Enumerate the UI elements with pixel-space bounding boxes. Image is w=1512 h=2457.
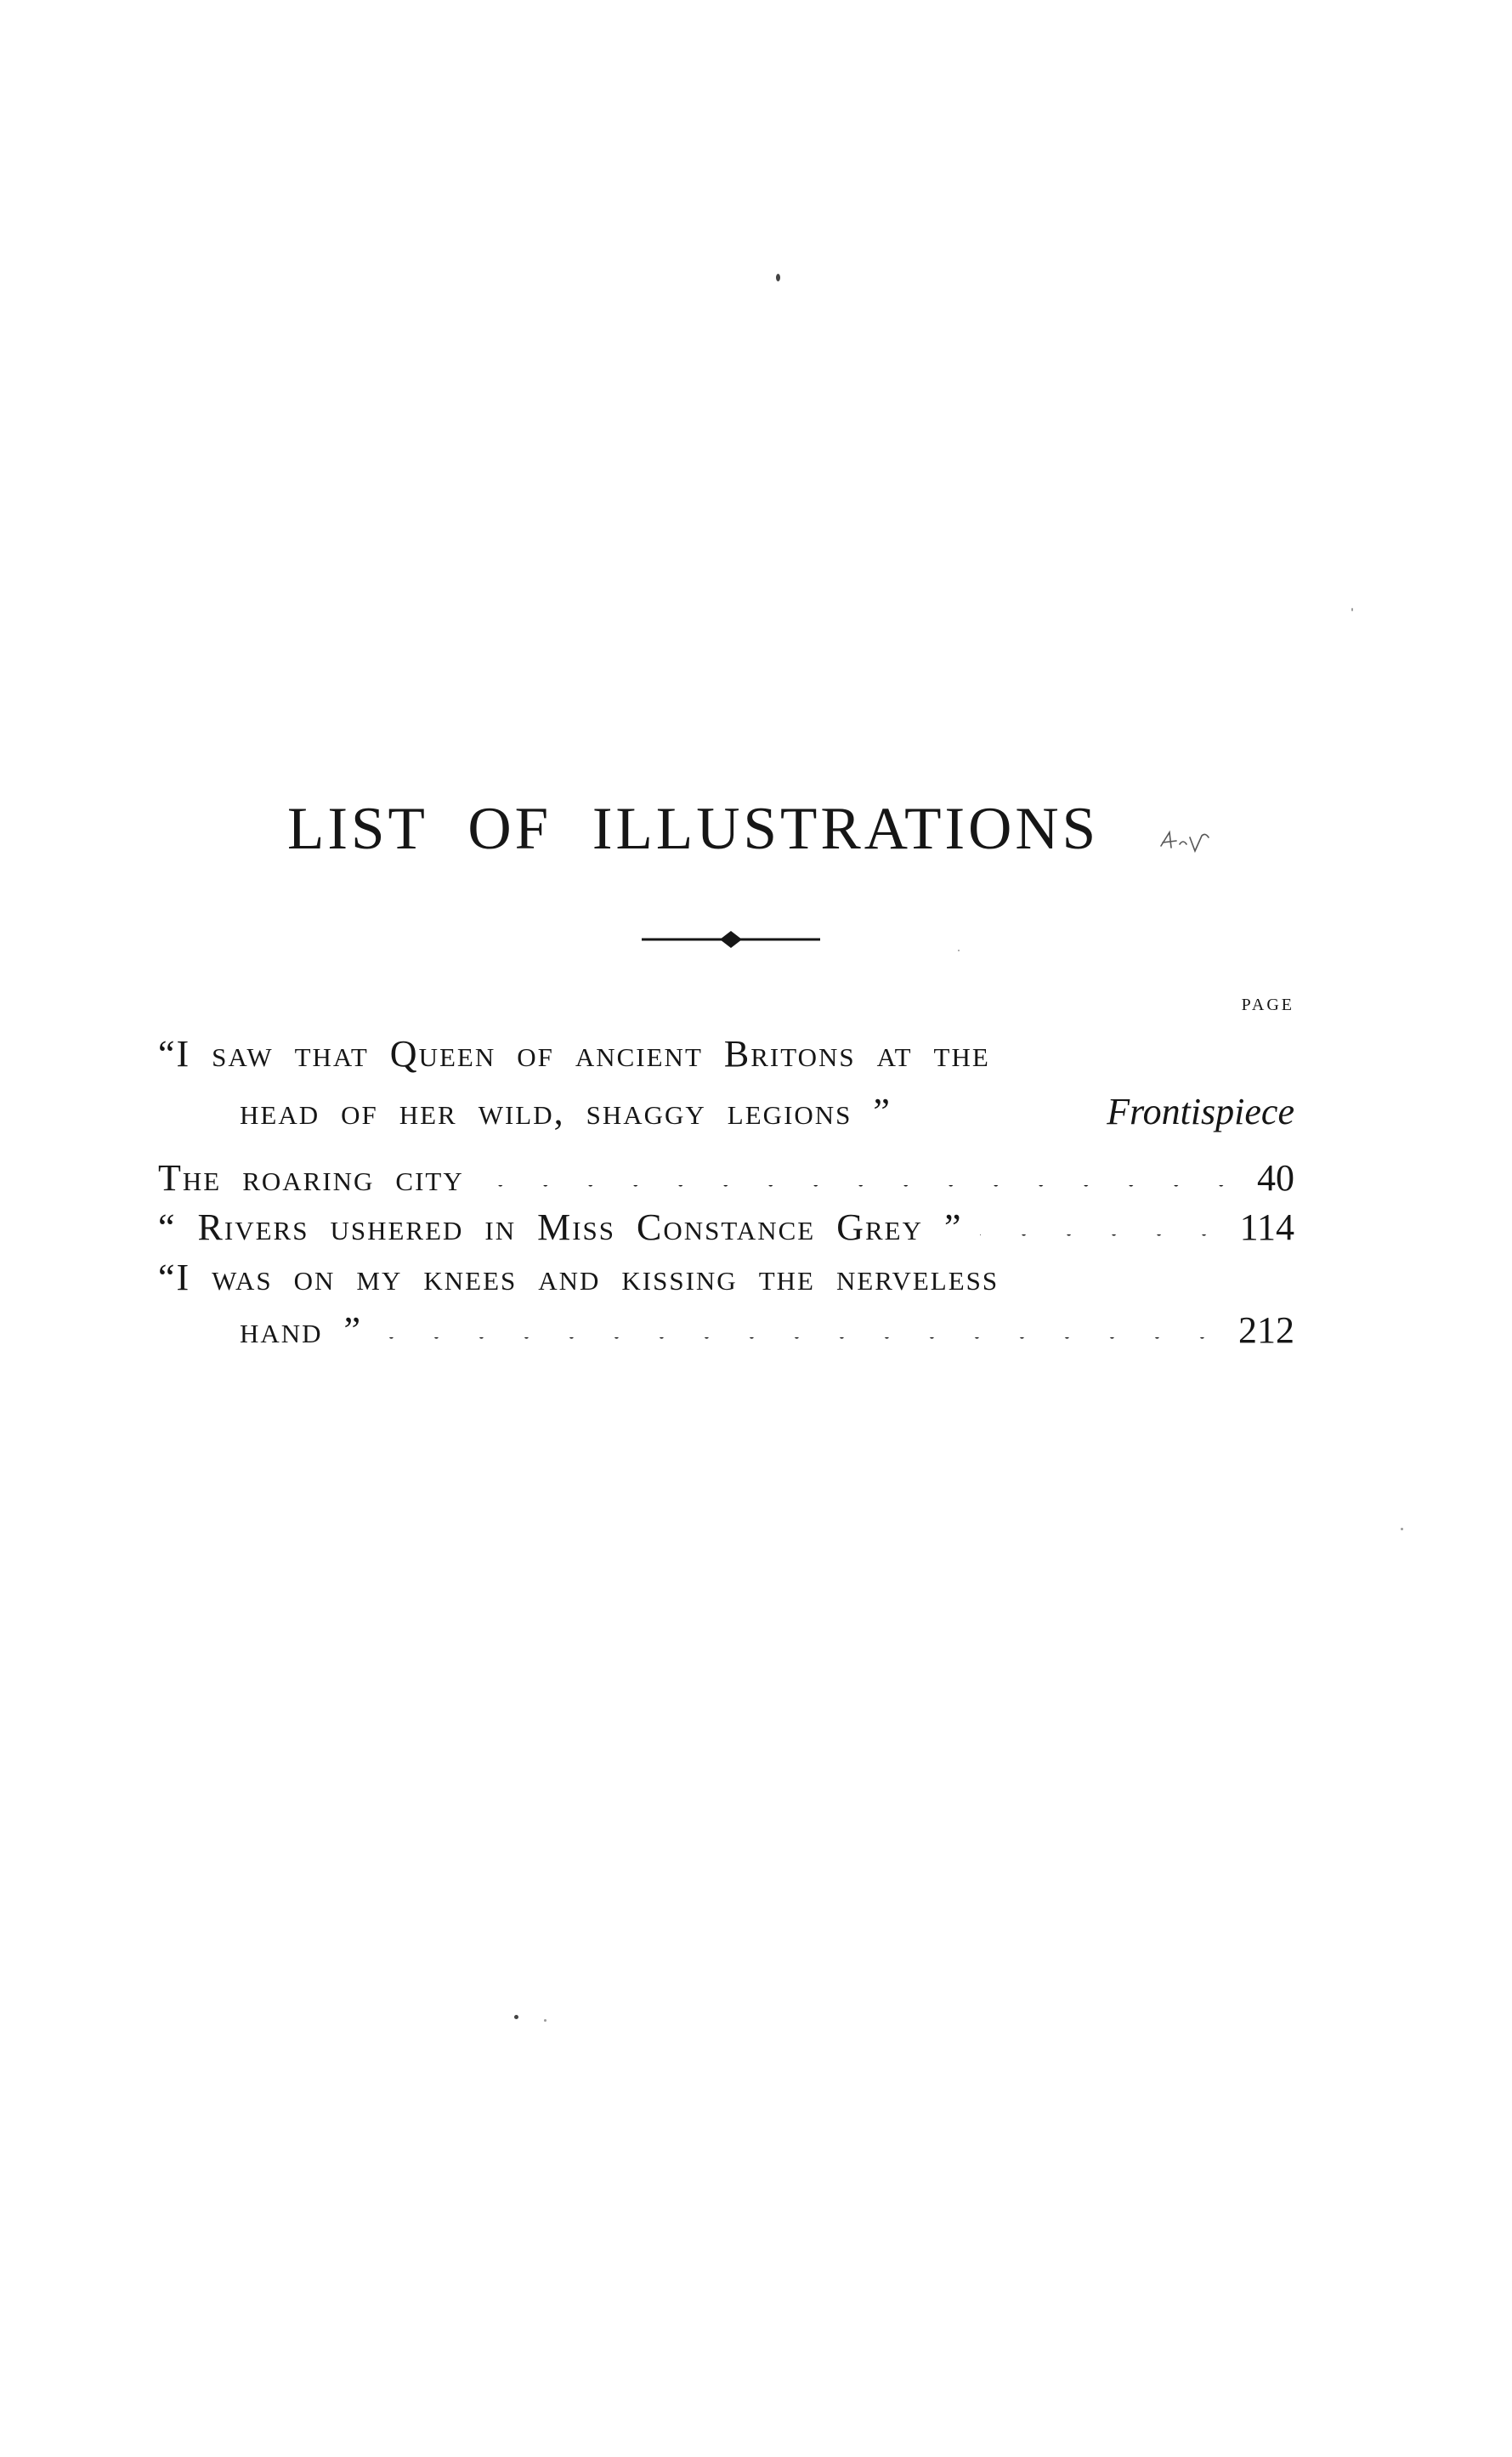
illustration-entry-2 xyxy=(158,1155,1294,1202)
illustration-entry-1-line-2 xyxy=(240,1088,1294,1136)
page-speck xyxy=(514,2015,518,2019)
dot-leader xyxy=(481,1185,1243,1190)
page-speck xyxy=(776,274,780,281)
entry-text: “I was on my knees and kissing the nerveless xyxy=(158,1257,1000,1298)
entry-text: The roaring city xyxy=(158,1157,464,1199)
page-title: LIST OF ILLUSTRATIONS xyxy=(287,796,1100,862)
illustration-entry-4-line-1 xyxy=(158,1254,1294,1302)
entry-text: head of her wild, shaggy legions ” xyxy=(240,1091,892,1132)
illustration-entry-3 xyxy=(158,1204,1294,1251)
illustration-entry-1-line-1 xyxy=(158,1030,1294,1078)
page-column-header: page xyxy=(1241,989,1294,1016)
dot-leader xyxy=(980,1234,1226,1240)
page-speck xyxy=(958,950,960,951)
entry-text: “I saw that Queen of ancient Britons at the xyxy=(158,1033,990,1075)
page-number: 40 xyxy=(1257,1157,1294,1199)
dot-leader xyxy=(379,1337,1225,1342)
pencil-annotation xyxy=(1154,820,1214,863)
page-speck xyxy=(544,2019,546,2022)
page-number: 114 xyxy=(1239,1206,1294,1248)
page-speck xyxy=(1401,1528,1403,1530)
entry-text: hand ” xyxy=(240,1309,363,1351)
page-number: Frontispiece xyxy=(1107,1091,1294,1132)
page-speck xyxy=(1351,608,1353,611)
ornament-rule xyxy=(642,927,820,952)
page-number: 212 xyxy=(1238,1309,1294,1351)
illustration-entry-4-line-2 xyxy=(240,1307,1294,1354)
entry-text: “ Rivers ushered in Miss Constance Grey ” xyxy=(158,1206,963,1248)
title-block xyxy=(287,795,1099,864)
